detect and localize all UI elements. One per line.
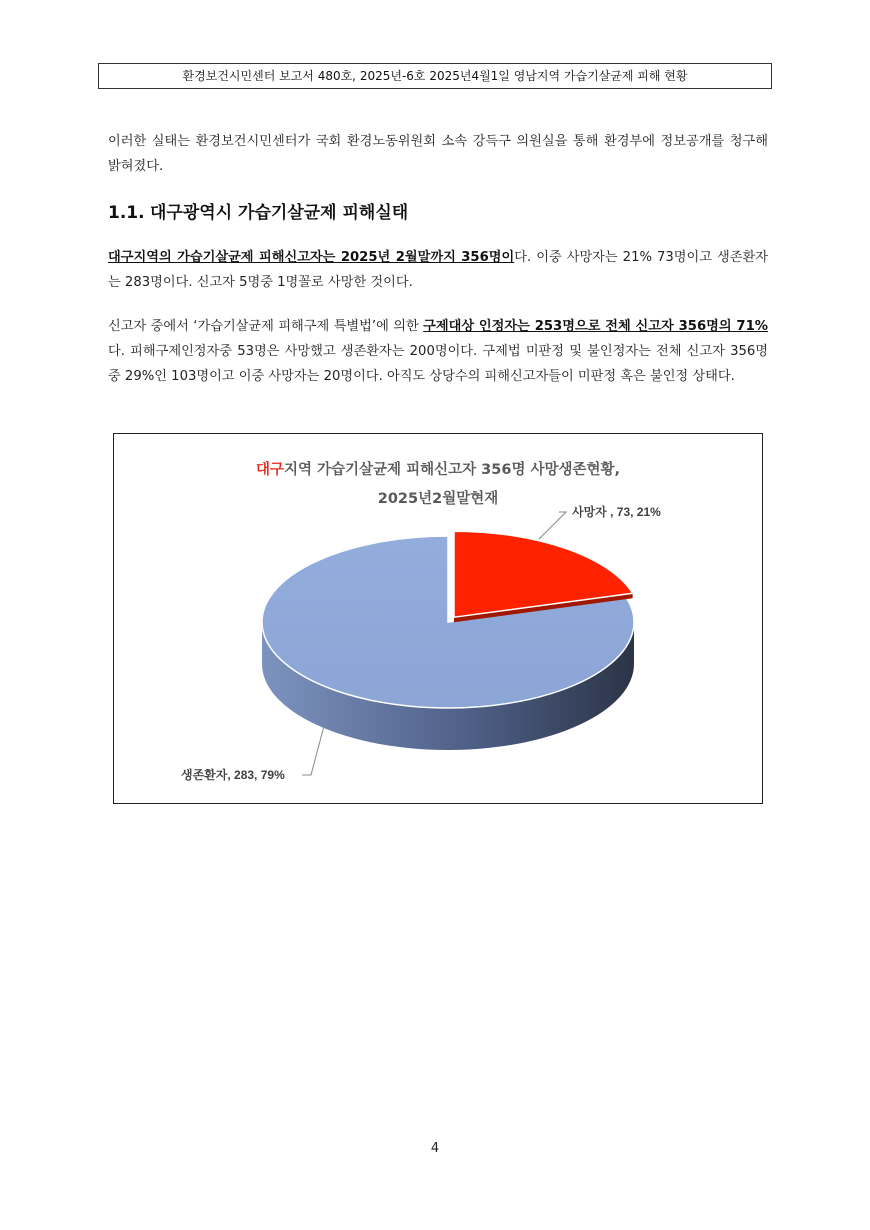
survivor-leader-line <box>302 726 324 775</box>
pie-chart-frame <box>113 433 763 804</box>
report-header: 환경보건시민센터 보고서 480호, 2025년-6호 2025년4월1일 영남지역 가습기살균제 피해 현황 <box>98 63 772 89</box>
paragraph-relief-emphasis: 구제대상 인정자는 253명으로 전체 신고자 356명의 71% <box>423 319 768 334</box>
section-number: 1.1. <box>108 203 145 223</box>
paragraph-reporters <box>108 245 768 295</box>
deceased-leader-line <box>539 512 566 539</box>
page-number: 4 <box>430 1141 440 1156</box>
paragraph-relief <box>108 314 768 389</box>
paragraph-reporters-body: 다. 이중 사망자는 21% 73명이고 생존환자는 283명이다. 신고자 5명중 1명꼴로 사망한 것이다. <box>108 250 768 290</box>
deceased-label: 사망자 , 73, 21% <box>572 505 661 519</box>
chart-title-date: 2025년2월말현재 <box>377 491 499 507</box>
paragraph-relief-body: 다. 피해구제인정자중 53명은 사망했고 생존환자는 200명이다. 구제법 미판정 및 불인정자는 전체 신고자 356명중 29%인 103명이고 이중 사망자는 20명이다. 아직도 상당수의 피해신고자들이 미판정 혹은 불인정 상태다. <box>108 344 768 384</box>
paragraph-relief-intro: 신고자 중에서 ‘가습기살균제 피해구제 특별법’에 의한 <box>108 319 424 334</box>
chart-title-text: 지역 가습기살균제 피해신고자 356명 사망생존현황, <box>283 462 621 478</box>
section-title: 대구광역시 가습기살균제 피해실태 <box>150 203 409 223</box>
pie-chart <box>114 434 764 805</box>
intro-paragraph: 이러한 실태는 환경보건시민센터가 국회 환경노동위원회 소속 강득구 의원실을 통해 환경부에 정보공개를 청구해 밝혀졌다. <box>108 134 768 174</box>
paragraph-reporters-emphasis: 대구지역의 가습기살균제 피해신고자는 2025년 2월말까지 356명이 <box>108 250 515 265</box>
chart-title-highlight: 대구 <box>255 462 284 478</box>
survivor-label: 생존환자, 283, 79% <box>181 768 285 782</box>
section-heading <box>108 198 408 223</box>
